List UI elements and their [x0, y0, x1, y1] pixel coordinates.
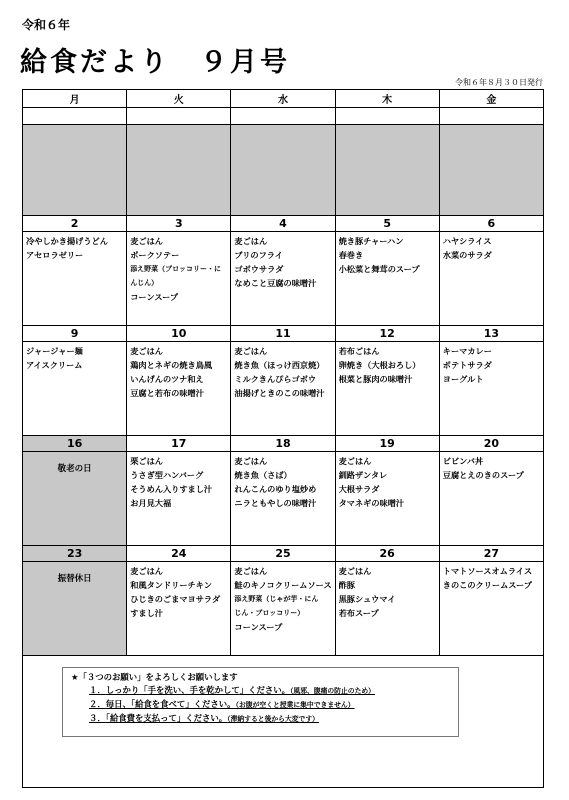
- menu-item: 黒豚シュウマイ: [338, 594, 396, 604]
- notice-num: １．: [89, 685, 106, 695]
- notice-em: 給食費を支払って: [109, 713, 177, 723]
- menu-list: [231, 232, 334, 292]
- day-number: 27: [440, 546, 543, 562]
- notice-note: （風邪、腹痛の防止のため）: [290, 687, 375, 695]
- menu-item: アセロラゼリー: [26, 250, 84, 260]
- day-number: 25: [231, 546, 334, 562]
- day-cell: [127, 216, 231, 326]
- notice-em: 手を洗い、手を乾かして: [147, 685, 240, 695]
- day-number: 16: [23, 436, 126, 452]
- menu-item: 豆腐と若布の味噌汁: [130, 388, 204, 398]
- day-number: 19: [336, 436, 439, 452]
- menu-item: ビビンバ丼: [442, 456, 484, 466]
- menu-item: 冷やしかき揚げうどん: [26, 236, 108, 246]
- day-cell: [231, 546, 335, 656]
- menu-item: ジャージャー麺: [26, 346, 83, 356]
- menu-item: 小松菜と舞茸のスープ: [338, 264, 420, 274]
- empty-day-cell: [231, 125, 335, 216]
- notice-post: 」ください。: [176, 713, 228, 723]
- menu-list: [231, 342, 334, 402]
- menu-item: きのこのクリームスープ: [442, 580, 532, 590]
- weekday-tue: 火: [127, 90, 231, 108]
- menu-item: すまし汁: [130, 608, 163, 618]
- day-number: 10: [127, 326, 230, 342]
- day-number: 4: [231, 216, 334, 232]
- day-number: 9: [23, 326, 126, 342]
- notice-num: ２．: [89, 699, 106, 709]
- day-cell: [335, 326, 439, 436]
- menu-item: 若布スープ: [338, 608, 379, 618]
- menu-item: 若布ごはん: [338, 346, 380, 356]
- menu-list: [127, 342, 230, 402]
- page-title: 給食だより ９月号: [20, 47, 290, 78]
- menu-item: 麦ごはん: [130, 566, 163, 576]
- menu-list: [336, 232, 439, 278]
- notice-heading: ★「３つのお願い」をよろしくお願いします: [71, 672, 238, 682]
- menu-item: じん・ブロッコリー）: [234, 609, 305, 617]
- menu-list: [127, 232, 230, 306]
- day-cell: [335, 546, 439, 656]
- day-cell: [127, 326, 231, 436]
- menu-item: アイスクリーム: [26, 360, 83, 370]
- day-number: 3: [127, 216, 230, 232]
- notice-box: [62, 667, 459, 737]
- menu-list: [440, 232, 543, 264]
- menu-item: 焼き魚（さば）: [234, 470, 292, 480]
- menu-list: [440, 342, 543, 388]
- menu-list: [440, 452, 543, 484]
- menu-item: ポテトサラダ: [442, 360, 492, 370]
- menu-item: 麦ごはん: [234, 346, 268, 356]
- day-cell: [127, 436, 231, 546]
- day-cell: [231, 436, 335, 546]
- menu-list: [336, 452, 439, 512]
- menu-item: 大根サラダ: [338, 484, 380, 494]
- menu-item: ハヤシライス: [442, 236, 492, 246]
- notice-pre: 「: [105, 713, 110, 723]
- menu-item: 鮭のキノコクリームソース: [234, 580, 332, 590]
- day-cell: [23, 436, 127, 546]
- menu-item: 麦ごはん: [234, 236, 268, 246]
- notice-item-text: [89, 713, 319, 723]
- issue-date: 令和６年８月３０日発行: [455, 78, 543, 87]
- day-number: 23: [23, 546, 126, 562]
- menu-item: 焼き豚チャーハン: [338, 236, 404, 246]
- weekday-mon: 月: [23, 90, 127, 108]
- day-cell: [231, 216, 335, 326]
- week-row: [23, 326, 544, 436]
- day-number: 5: [336, 216, 439, 232]
- menu-item: 春巻き: [338, 250, 364, 260]
- menu-item: なめこと豆腐の味噌汁: [234, 278, 317, 288]
- menu-calendar: [22, 89, 544, 656]
- notice-item-text: [89, 699, 355, 709]
- day-cell: [23, 546, 127, 656]
- day-cell: [439, 216, 543, 326]
- menu-item: ニラともやしの味噌汁: [234, 498, 317, 508]
- menu-item: 添え野菜（ブロッコリー・に: [130, 265, 222, 273]
- menu-item: コーンスープ: [130, 292, 179, 302]
- weekday-header-row: [23, 90, 544, 108]
- day-cell: [439, 546, 543, 656]
- menu-item: 麦ごはん: [338, 566, 372, 576]
- spacer-row: [23, 108, 544, 125]
- menu-item: んじん）: [130, 279, 159, 287]
- empty-day-cell: [439, 125, 543, 216]
- notice-post: 」ください。: [239, 685, 290, 695]
- day-number: 20: [440, 436, 543, 452]
- week-row: [23, 546, 544, 656]
- notice-post: 」ください。: [185, 699, 236, 709]
- menu-item: キーマカレー: [442, 346, 492, 356]
- empty-day-cell: [23, 125, 127, 216]
- notice-note: （お腹が空くと授業に集中できません）: [235, 701, 355, 709]
- menu-item: 麦ごはん: [234, 456, 268, 466]
- menu-item: 水菜のサラダ: [442, 250, 492, 260]
- menu-list: [23, 584, 126, 588]
- menu-list: [23, 342, 126, 374]
- notice-num: ３．: [89, 713, 106, 723]
- notice-item-text: [89, 685, 375, 695]
- day-cell: [23, 216, 127, 326]
- notice-pre: しっかり「: [105, 685, 148, 695]
- holiday-label: 振替休日: [57, 574, 92, 584]
- menu-item: 釧路ザンタレ: [338, 470, 388, 480]
- empty-day-cell: [335, 125, 439, 216]
- day-cell: [335, 216, 439, 326]
- weekday-wed: 水: [231, 90, 335, 108]
- menu-list: [336, 342, 439, 388]
- weekday-thu: 木: [335, 90, 439, 108]
- menu-list: [23, 474, 126, 478]
- day-number: 6: [440, 216, 543, 232]
- notice-pre: 毎日、「: [105, 699, 136, 709]
- menu-item: ブリのフライ: [234, 250, 283, 260]
- menu-item: トマトソースオムライス: [442, 566, 533, 576]
- day-number: 24: [127, 546, 230, 562]
- menu-item: 酢豚: [338, 580, 355, 590]
- day-number: 13: [440, 326, 543, 342]
- notice-item: [89, 684, 450, 698]
- day-number: 12: [336, 326, 439, 342]
- menu-item: 麦ごはん: [234, 566, 268, 576]
- menu-item: お月見大福: [130, 498, 172, 508]
- day-cell: [231, 326, 335, 436]
- day-cell: [439, 436, 543, 546]
- menu-item: 鶏肉とネギの焼き鳥風: [130, 360, 213, 370]
- menu-list: [127, 452, 230, 512]
- week-row: [23, 436, 544, 546]
- menu-item: 添え野菜（じゃが芋・にん: [234, 595, 319, 603]
- notice-em: 給食を食べて: [135, 699, 186, 709]
- notice-item: [89, 698, 450, 712]
- day-number: 26: [336, 546, 439, 562]
- menu-item: ポークソテー: [130, 250, 180, 260]
- menu-item: いんげんのツナ和え: [130, 374, 204, 384]
- menu-item: 豆腐とえのきのスープ: [442, 470, 524, 480]
- menu-item: ミルクきんぴらゴボウ: [234, 374, 317, 384]
- empty-week-row: [23, 125, 544, 216]
- day-number: 18: [231, 436, 334, 452]
- menu-list: [231, 562, 334, 636]
- menu-item: そうめん入りすまし汁: [130, 484, 213, 494]
- menu-item: 和風タンドリーチキン: [130, 580, 212, 590]
- menu-list: [336, 562, 439, 622]
- notice-note: （滞納すると後から大変です）: [227, 715, 319, 723]
- empty-day-cell: [127, 125, 231, 216]
- menu-item: タマネギの味噌汁: [338, 498, 405, 508]
- menu-item: うさぎ型ハンバーグ: [130, 470, 204, 480]
- menu-list: [23, 232, 126, 264]
- day-number: 2: [23, 216, 126, 232]
- menu-item: 栗ごはん: [130, 456, 163, 466]
- menu-list: [127, 562, 230, 622]
- weekday-fri: 金: [439, 90, 543, 108]
- day-cell: [127, 546, 231, 656]
- era-label: 令和６年: [22, 18, 71, 32]
- menu-list: [440, 562, 543, 594]
- menu-item: ヨーグルト: [442, 374, 484, 384]
- menu-item: ゴボウサラダ: [234, 264, 284, 274]
- menu-item: 根菜と豚肉の味噌汁: [338, 374, 413, 384]
- menu-item: ひじきのごまマヨサラダ: [130, 594, 221, 604]
- menu-item: コーンスープ: [234, 622, 283, 632]
- menu-item: 卵焼き（大根おろし）: [338, 360, 421, 370]
- menu-item: 油揚げときのこの味噌汁: [234, 388, 325, 398]
- day-cell: [335, 436, 439, 546]
- day-number: 17: [127, 436, 230, 452]
- menu-item: 麦ごはん: [130, 346, 163, 356]
- day-number: 11: [231, 326, 334, 342]
- menu-item: 焼き魚（ほっけ西京焼）: [234, 360, 325, 370]
- holiday-label: 敬老の日: [57, 464, 92, 474]
- day-cell: [23, 326, 127, 436]
- menu-item: 麦ごはん: [338, 456, 372, 466]
- day-cell: [439, 326, 543, 436]
- week-row: [23, 216, 544, 326]
- menu-list: [231, 452, 334, 512]
- menu-item: れんこんのゆり塩炒め: [234, 484, 317, 494]
- menu-item: 麦ごはん: [130, 236, 163, 246]
- notice-item: [89, 712, 450, 726]
